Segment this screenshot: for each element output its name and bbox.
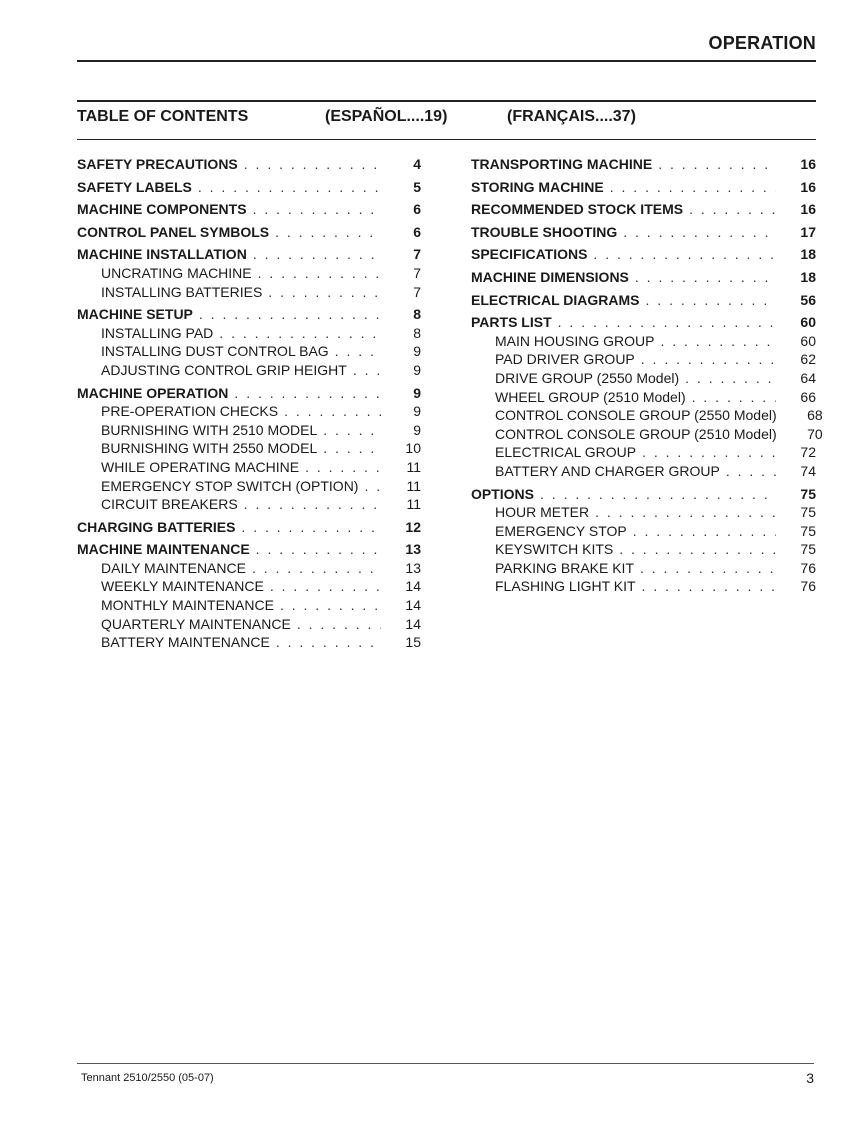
dot-leader xyxy=(641,350,776,369)
toc-entry-label: CONTROL CONSOLE GROUP (2550 Model) xyxy=(495,407,777,424)
toc-entry-label: INSTALLING PAD xyxy=(101,324,214,341)
dot-leader xyxy=(276,633,381,652)
dot-leader xyxy=(353,361,381,380)
toc-subentry[interactable] xyxy=(471,443,816,462)
toc-entry-page: 5 xyxy=(413,178,421,195)
toc-subentry[interactable] xyxy=(77,615,421,634)
toc-entry-label: BATTERY AND CHARGER GROUP xyxy=(495,462,720,479)
toc-entry-page: 13 xyxy=(405,541,421,558)
toc-subentry[interactable] xyxy=(471,462,816,481)
dot-leader xyxy=(642,577,776,596)
toc-entry-label: RECOMMENDED STOCK ITEMS xyxy=(471,201,684,218)
dot-leader xyxy=(660,332,776,351)
dot-leader xyxy=(256,540,381,559)
toc-entry-page: 60 xyxy=(800,314,816,331)
toc-entry-page: 6 xyxy=(413,223,421,240)
dot-leader xyxy=(689,200,776,219)
toc-entry[interactable] xyxy=(471,291,816,310)
toc-entry-page: 74 xyxy=(800,462,816,479)
toc-entry-label: HOUR METER xyxy=(495,504,590,521)
toc-entry[interactable] xyxy=(77,155,421,174)
dot-leader xyxy=(633,522,776,541)
toc-entry-label: QUARTERLY MAINTENANCE xyxy=(101,615,291,632)
toc-subentry[interactable] xyxy=(77,458,421,477)
toc-entry-label: WHEEL GROUP (2510 Model) xyxy=(495,388,686,405)
toc-entry-page: 9 xyxy=(413,421,421,438)
toc-entry[interactable] xyxy=(77,178,421,197)
toc-entry-label: FLASHING LIGHT KIT xyxy=(495,578,636,595)
toc-entry-label: PARTS LIST xyxy=(471,314,552,331)
dot-leader xyxy=(685,369,776,388)
dot-leader xyxy=(558,313,776,332)
dot-leader xyxy=(692,388,776,407)
toc-entry-page: 56 xyxy=(800,291,816,308)
toc-entry-label: CONTROL PANEL SYMBOLS xyxy=(77,223,270,240)
toc-subentry[interactable] xyxy=(471,350,816,369)
toc-entry[interactable] xyxy=(471,268,816,287)
dot-leader xyxy=(635,268,776,287)
dot-leader xyxy=(297,615,381,634)
toc-subentry[interactable] xyxy=(77,421,421,440)
toc-entry-page: 18 xyxy=(800,246,816,263)
toc-entry-label: PRE-OPERATION CHECKS xyxy=(101,403,279,420)
toc-entry-page: 75 xyxy=(800,541,816,558)
dot-leader xyxy=(595,503,776,522)
toc-left-column xyxy=(77,155,421,652)
toc-entry-page: 12 xyxy=(405,518,421,535)
toc-entry-label: INSTALLING BATTERIES xyxy=(101,283,263,300)
toc-entry-page: 60 xyxy=(800,332,816,349)
toc-entry-page: 18 xyxy=(800,268,816,285)
toc-entry-label: MACHINE MAINTENANCE xyxy=(77,541,250,558)
toc-entry-page: 7 xyxy=(413,246,421,263)
dot-leader xyxy=(275,223,381,242)
dot-leader xyxy=(726,462,776,481)
dot-leader xyxy=(252,559,381,578)
toc-entry-label: MACHINE OPERATION xyxy=(77,384,229,401)
toc-entry-page: 16 xyxy=(800,156,816,172)
toc-entry-label: PARKING BRAKE KIT xyxy=(495,559,634,576)
dot-leader xyxy=(540,485,776,504)
toc-entry-label: WHILE OPERATING MACHINE xyxy=(101,458,300,475)
toc-entry-page: 9 xyxy=(413,403,421,420)
toc-entry-page: 16 xyxy=(800,201,816,218)
toc-entry-label: INSTALLING DUST CONTROL BAG xyxy=(101,343,329,360)
toc-entry-page: 16 xyxy=(800,178,816,195)
toc-entry[interactable] xyxy=(77,540,421,559)
toc-subentry[interactable] xyxy=(77,264,421,283)
toc-entry-label: CONTROL CONSOLE GROUP (2510 Model) xyxy=(495,425,777,442)
toc-subentry[interactable] xyxy=(77,402,421,421)
toc-entry-page: 6 xyxy=(413,201,421,218)
toc-subentry[interactable] xyxy=(77,596,421,615)
toc-heading xyxy=(77,108,816,130)
toc-subentry[interactable] xyxy=(77,361,421,380)
french-reference[interactable]: (FRANÇAIS....37) xyxy=(507,108,636,125)
toc-entry[interactable] xyxy=(471,155,816,174)
toc-entry-label: ELECTRICAL DIAGRAMS xyxy=(471,291,640,308)
toc-entry-label: WEEKLY MAINTENANCE xyxy=(101,578,264,595)
toc-subentry[interactable] xyxy=(471,406,823,425)
toc-entry-label: STORING MACHINE xyxy=(471,178,604,195)
toc-entry-label: MACHINE SETUP xyxy=(77,306,193,323)
toc-entry-label: OPTIONS xyxy=(471,485,535,502)
toc-subentry[interactable] xyxy=(77,342,421,361)
dot-leader xyxy=(199,305,381,324)
dot-leader xyxy=(241,518,381,537)
footer-page-number: 3 xyxy=(806,1070,814,1086)
toc-entry-label: BATTERY MAINTENANCE xyxy=(101,634,270,651)
dot-leader xyxy=(244,155,381,174)
dot-leader xyxy=(658,155,776,174)
toc-entry[interactable] xyxy=(471,223,816,242)
dot-leader xyxy=(270,577,381,596)
toc-subentry[interactable] xyxy=(77,495,421,514)
header-rule xyxy=(77,60,816,62)
toc-subentry[interactable] xyxy=(471,522,816,541)
dot-leader xyxy=(219,324,381,343)
toc-title: TABLE OF CONTENTS xyxy=(77,108,249,125)
toc-entry[interactable] xyxy=(77,245,421,264)
toc-subentry[interactable] xyxy=(77,559,421,578)
dot-leader xyxy=(610,178,776,197)
toc-entry-page: 72 xyxy=(800,444,816,461)
toc-entry-label: BURNISHING WITH 2510 MODEL xyxy=(101,421,318,438)
toc-entry[interactable] xyxy=(77,305,421,324)
toc-entry-page: 76 xyxy=(800,578,816,595)
toc-entry-page: 75 xyxy=(800,504,816,521)
toc-entry-label: DRIVE GROUP (2550 Model) xyxy=(495,369,680,386)
toc-entry[interactable] xyxy=(77,200,421,219)
dot-leader xyxy=(335,342,381,361)
dot-leader xyxy=(234,384,381,403)
toc-entry-label: TROUBLE SHOOTING xyxy=(471,223,618,240)
toc-subentry[interactable] xyxy=(471,369,816,388)
toc-entry-page: 76 xyxy=(800,559,816,576)
toc-entry-label: UNCRATING MACHINE xyxy=(101,264,252,281)
toc-subentry[interactable] xyxy=(471,559,816,578)
toc-subentry[interactable] xyxy=(471,388,816,407)
dot-leader xyxy=(593,245,776,264)
toc-right-column xyxy=(471,155,823,596)
toc-entry-page: 11 xyxy=(406,477,421,494)
toc-entry-label: DAILY MAINTENANCE xyxy=(101,559,246,576)
toc-entry-label: MONTHLY MAINTENANCE xyxy=(101,597,274,614)
toc-entry[interactable] xyxy=(77,384,421,403)
toc-entry-page: 62 xyxy=(800,351,816,368)
toc-entry-label: EMERGENCY STOP SWITCH (OPTION) xyxy=(101,477,359,494)
toc-entry-page: 15 xyxy=(405,634,421,651)
toc-bottom-rule xyxy=(77,139,816,140)
toc-subentry[interactable] xyxy=(471,332,816,351)
toc-entry-page: 8 xyxy=(413,324,421,341)
toc-entry[interactable] xyxy=(77,223,421,242)
toc-entry-page: 17 xyxy=(800,223,816,240)
toc-entry-page: 11 xyxy=(406,458,421,475)
toc-entry-page: 14 xyxy=(405,578,421,595)
toc-entry-label: SPECIFICATIONS xyxy=(471,246,588,263)
toc-entry-page: 13 xyxy=(405,559,421,576)
dot-leader xyxy=(640,559,776,578)
dot-leader xyxy=(280,596,381,615)
toc-entry[interactable] xyxy=(471,245,816,264)
toc-entry-page: 70 xyxy=(807,425,823,442)
toc-subentry[interactable] xyxy=(471,503,816,522)
dot-leader xyxy=(642,443,776,462)
toc-entry-label: KEYSWITCH KITS xyxy=(495,541,614,558)
toc-subentry[interactable] xyxy=(77,577,421,596)
toc-entry-page: 66 xyxy=(800,388,816,405)
footer-rule xyxy=(77,1063,814,1064)
toc-entry-label: CHARGING BATTERIES xyxy=(77,518,236,535)
toc-subentry[interactable] xyxy=(77,633,421,652)
toc-subentry[interactable] xyxy=(77,283,421,302)
toc-entry-page: 14 xyxy=(405,615,421,632)
toc-entry-label: ADJUSTING CONTROL GRIP HEIGHT xyxy=(101,361,347,378)
dot-leader xyxy=(268,283,381,302)
dot-leader xyxy=(258,264,381,283)
toc-entry-page: 9 xyxy=(413,343,421,360)
toc-entry-page: 4 xyxy=(413,156,421,172)
toc-entry-label: SAFETY LABELS xyxy=(77,178,192,195)
toc-subentry[interactable] xyxy=(77,477,421,496)
toc-entry-label: MACHINE COMPONENTS xyxy=(77,201,247,218)
toc-entry[interactable] xyxy=(471,178,816,197)
toc-entry-page: 75 xyxy=(800,485,816,502)
toc-subentry[interactable] xyxy=(77,439,421,458)
toc-entry-label: SAFETY PRECAUTIONS xyxy=(77,156,238,172)
toc-entry-page: 68 xyxy=(807,407,823,424)
toc-entry-page: 9 xyxy=(413,361,421,378)
toc-entry-label: ELECTRICAL GROUP xyxy=(495,444,637,461)
toc-entry-page: 75 xyxy=(800,522,816,539)
toc-subentry[interactable] xyxy=(471,425,823,444)
toc-entry-label: MAIN HOUSING GROUP xyxy=(495,332,655,349)
toc-entry-label: MACHINE INSTALLATION xyxy=(77,246,247,263)
toc-subentry[interactable] xyxy=(471,577,816,596)
toc-entry-page: 7 xyxy=(413,283,421,300)
toc-entry-page: 11 xyxy=(406,496,421,513)
dot-leader xyxy=(284,402,381,421)
dot-leader xyxy=(198,178,381,197)
toc-subentry[interactable] xyxy=(77,324,421,343)
dot-leader xyxy=(305,458,381,477)
dot-leader xyxy=(646,291,776,310)
dot-leader xyxy=(323,439,381,458)
toc-entry-label: CIRCUIT BREAKERS xyxy=(101,496,238,513)
toc-entry-label: TRANSPORTING MACHINE xyxy=(471,156,653,172)
toc-entry-page: 64 xyxy=(800,369,816,386)
dot-leader xyxy=(244,495,381,514)
dot-leader xyxy=(253,245,381,264)
toc-entry-label: MACHINE DIMENSIONS xyxy=(471,268,629,285)
toc-entry-page: 8 xyxy=(413,306,421,323)
toc-entry-label: PAD DRIVER GROUP xyxy=(495,351,635,368)
dot-leader xyxy=(323,421,381,440)
dot-leader xyxy=(364,477,381,496)
toc-entry-page: 14 xyxy=(405,597,421,614)
toc-entry-label: EMERGENCY STOP xyxy=(495,522,627,539)
spanish-reference[interactable]: (ESPAÑOL....19) xyxy=(325,108,448,125)
toc-entry-label: BURNISHING WITH 2550 MODEL xyxy=(101,440,318,457)
toc-subentry[interactable] xyxy=(471,540,816,559)
toc-entry[interactable] xyxy=(77,518,421,537)
dot-leader xyxy=(253,200,381,219)
toc-entry-page: 10 xyxy=(405,440,421,457)
toc-entry[interactable] xyxy=(471,485,816,504)
dot-leader xyxy=(623,223,776,242)
toc-entry-page: 7 xyxy=(413,264,421,281)
toc-entry-page: 9 xyxy=(413,384,421,401)
dot-leader xyxy=(619,540,776,559)
section-title: OPERATION xyxy=(708,33,816,53)
toc-entry[interactable] xyxy=(471,313,816,332)
footer-model: Tennant 2510/2550 (05-07) xyxy=(81,1072,214,1084)
toc-top-rule xyxy=(77,100,816,102)
toc-entry[interactable] xyxy=(471,200,816,219)
